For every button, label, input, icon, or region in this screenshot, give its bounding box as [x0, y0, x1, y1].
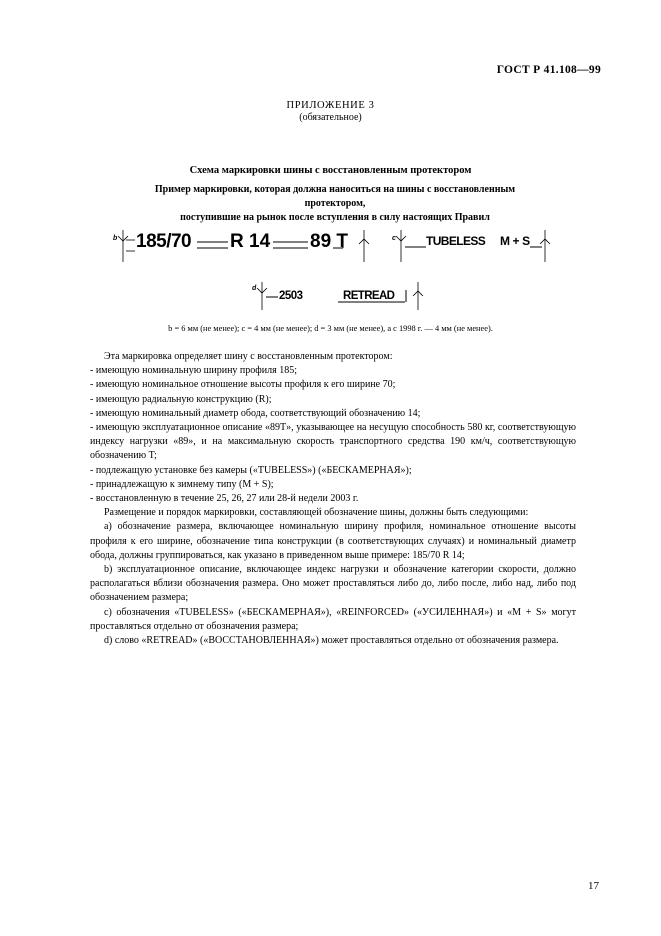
marking-size: 185/70 — [136, 231, 192, 252]
marking-load-speed: 89 T — [310, 231, 349, 252]
dim-c-label: c — [392, 235, 396, 242]
list-item: - имеющую радиальную конструкцию (R); — [90, 393, 272, 405]
marking-tubeless: TUBELESS — [426, 234, 486, 248]
intro-paragraph: Эта маркировка определяет шину с восстановленным протектором: — [104, 351, 393, 362]
list-item: - подлежащую установке без камеры («TUBELESS») («БЕСКАМЕРНАЯ»); — [90, 464, 412, 476]
list-item: - имеющую эксплуатационное описание «89T», указывающее на несущую способность 580 кг, соответствующую индексу нагрузки «89», и на максимальную скорость транспортного средства 190 км/ч, соответствующую обозначению T; — [90, 422, 576, 462]
marking-retread: RETREAD — [343, 290, 395, 302]
marking-construction: R 14 — [230, 231, 271, 252]
marking-guides — [0, 0, 661, 330]
body-text — [90, 350, 576, 648]
placement-intro: Размещение и порядок маркировки, составляющей обозначение шины, должны быть следующими: — [104, 507, 529, 519]
dimension-note: b = 6 мм (не менее); c = 4 мм (не менее); d = 3 мм (не менее), а с 1998 г. — 4 мм (не менее). — [168, 324, 493, 333]
placement-item-a: а) обозначение размера, включающее номинальную ширину профиля, номинальное отношение высоты профиля к его ширине, обозначение типа конструкции (в соответствующих случаях) и номинальный диаметр обода, должны группироваться, как указано в приведенном выше примере: 185/70 R 14; — [90, 521, 576, 561]
placement-item-d: d) слово «RETREAD» («ВОССТАНОВЛЕННАЯ») может проставляться отдельно от обозначения размера. — [104, 635, 559, 647]
dim-d-label: d — [252, 285, 257, 292]
marking-ms: M + S — [500, 234, 530, 248]
placement-item-b: b) эксплуатационное описание, включающее индекс нагрузки и обозначение категории скорости, должно располагаться вблизи обозначения размера. Оно может проставляться либо до, либо после, либо над, либо под обозначением размера; — [90, 564, 576, 604]
scheme-title: Схема маркировки шины с восстановленным протектором — [189, 165, 472, 176]
list-item: - принадлежащую к зимнему типу (M + S); — [90, 478, 274, 490]
dim-b-label: b — [113, 235, 118, 242]
placement-item-c: c) обозначения «TUBELESS» («БЕСКАМЕРНАЯ»), «REINFORCED» («УСИЛЕННАЯ») и «M + S» могут проставляться отдельно от обозначения размера; — [90, 606, 577, 632]
appendix-title: ПРИЛОЖЕНИЕ 3 — [286, 100, 375, 111]
document-code: ГОСТ Р 41.108—99 — [496, 64, 601, 76]
list-item: - имеющую номинальное отношение высоты профиля к его ширине 70; — [90, 379, 396, 391]
scheme-subtitle-line2: поступившие на рынок после вступления в силу настоящих Правил — [180, 212, 490, 223]
list-item: - восстановленную в течение 25, 26, 27 или 28-й недели 2003 г. — [90, 493, 359, 505]
scheme-subtitle-line1: Пример маркировки, которая должна наноситься на шины с восстановленным протектором, — [154, 184, 516, 209]
page-number: 17 — [588, 880, 599, 892]
appendix-status: (обязательное) — [299, 112, 362, 123]
list-item: - имеющую номинальную ширину профиля 185; — [90, 365, 297, 377]
marking-date: 2503 — [279, 290, 303, 302]
list-item: - имеющую номинальный диаметр обода, соответствующий обозначению 14; — [90, 407, 421, 419]
